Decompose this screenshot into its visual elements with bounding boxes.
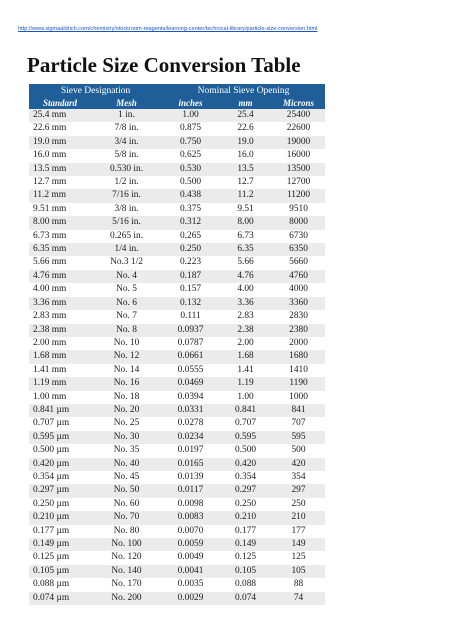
cell-mm: 16.0 bbox=[219, 149, 272, 162]
cell-mm: 0.841 bbox=[219, 404, 272, 417]
cell-mesh: No. 7 bbox=[91, 310, 162, 323]
cell-microns: 88 bbox=[272, 578, 325, 591]
cell-mesh: No. 5 bbox=[91, 283, 162, 296]
cell-microns: 595 bbox=[272, 431, 325, 444]
cell-mm: 0.088 bbox=[219, 578, 272, 591]
cell-inches: 0.0661 bbox=[162, 350, 219, 363]
cell-mm: 2.38 bbox=[219, 324, 272, 337]
cell-standard: 0.210 µm bbox=[29, 511, 91, 524]
table-row bbox=[29, 337, 325, 350]
cell-mesh: No. 60 bbox=[91, 498, 162, 511]
cell-mesh: No. 16 bbox=[91, 377, 162, 390]
cell-microns: 500 bbox=[272, 444, 325, 457]
table-row bbox=[29, 136, 325, 149]
table-row bbox=[29, 498, 325, 511]
cell-microns: 19000 bbox=[272, 136, 325, 149]
cell-standard: 0.088 µm bbox=[29, 578, 91, 591]
cell-inches: 0.0098 bbox=[162, 498, 219, 511]
cell-standard: 2.00 mm bbox=[29, 337, 91, 350]
cell-standard: 0.074 µm bbox=[29, 592, 91, 605]
table-row bbox=[29, 350, 325, 363]
cell-inches: 0.0165 bbox=[162, 458, 219, 471]
table-row bbox=[29, 149, 325, 162]
cell-inches: 0.438 bbox=[162, 189, 219, 202]
conversion-table-container bbox=[29, 84, 325, 605]
cell-microns: 354 bbox=[272, 471, 325, 484]
cell-microns: 4000 bbox=[272, 283, 325, 296]
cell-mm: 13.5 bbox=[219, 163, 272, 176]
table-row bbox=[29, 377, 325, 390]
cell-mesh: No. 12 bbox=[91, 350, 162, 363]
cell-mm: 25.4 bbox=[219, 109, 272, 122]
table-row bbox=[29, 431, 325, 444]
cell-microns: 3360 bbox=[272, 297, 325, 310]
cell-standard: 6.73 mm bbox=[29, 230, 91, 243]
cell-mm: 1.19 bbox=[219, 377, 272, 390]
cell-microns: 149 bbox=[272, 538, 325, 551]
cell-mesh: No. 6 bbox=[91, 297, 162, 310]
cell-microns: 125 bbox=[272, 551, 325, 564]
cell-standard: 0.125 µm bbox=[29, 551, 91, 564]
cell-inches: 0.0083 bbox=[162, 511, 219, 524]
cell-inches: 0.0049 bbox=[162, 551, 219, 564]
cell-mesh: No. 14 bbox=[91, 364, 162, 377]
cell-inches: 0.265 bbox=[162, 230, 219, 243]
cell-microns: 6730 bbox=[272, 230, 325, 243]
table-row bbox=[29, 391, 325, 404]
header-sieve-designation: Sieve Designation bbox=[29, 84, 162, 97]
cell-inches: 0.0041 bbox=[162, 565, 219, 578]
cell-mm: 1.41 bbox=[219, 364, 272, 377]
cell-microns: 25400 bbox=[272, 109, 325, 122]
cell-mesh: 7/16 in. bbox=[91, 189, 162, 202]
cell-inches: 0.0197 bbox=[162, 444, 219, 457]
cell-inches: 0.0029 bbox=[162, 592, 219, 605]
cell-standard: 0.595 µm bbox=[29, 431, 91, 444]
cell-standard: 1.00 mm bbox=[29, 391, 91, 404]
cell-microns: 9510 bbox=[272, 203, 325, 216]
cell-standard: 0.297 µm bbox=[29, 484, 91, 497]
cell-mesh: No. 8 bbox=[91, 324, 162, 337]
table-row bbox=[29, 525, 325, 538]
cell-mesh: No. 170 bbox=[91, 578, 162, 591]
cell-microns: 420 bbox=[272, 458, 325, 471]
table-row bbox=[29, 538, 325, 551]
table-row bbox=[29, 444, 325, 457]
cell-mesh: No. 140 bbox=[91, 565, 162, 578]
cell-inches: 0.132 bbox=[162, 297, 219, 310]
cell-mm: 9.51 bbox=[219, 203, 272, 216]
cell-microns: 105 bbox=[272, 565, 325, 578]
cell-mm: 0.210 bbox=[219, 511, 272, 524]
header-inches: inches bbox=[162, 97, 219, 109]
cell-microns: 74 bbox=[272, 592, 325, 605]
cell-mm: 0.707 bbox=[219, 417, 272, 430]
table-row bbox=[29, 256, 325, 269]
cell-mesh: 0.530 in. bbox=[91, 163, 162, 176]
cell-mesh: 1/4 in. bbox=[91, 243, 162, 256]
cell-mm: 0.354 bbox=[219, 471, 272, 484]
cell-mesh: 5/8 in. bbox=[91, 149, 162, 162]
cell-microns: 707 bbox=[272, 417, 325, 430]
header-column-row bbox=[29, 97, 325, 109]
table-row bbox=[29, 230, 325, 243]
table-row bbox=[29, 122, 325, 135]
table-row bbox=[29, 484, 325, 497]
cell-mm: 8.00 bbox=[219, 216, 272, 229]
page-title: Particle Size Conversion Table bbox=[27, 53, 301, 77]
particle-size-conversion-table bbox=[29, 84, 325, 605]
cell-standard: 1.41 mm bbox=[29, 364, 91, 377]
cell-standard: 2.83 mm bbox=[29, 310, 91, 323]
cell-inches: 0.0937 bbox=[162, 324, 219, 337]
table-row bbox=[29, 324, 325, 337]
table-body bbox=[29, 109, 325, 605]
cell-inches: 0.0139 bbox=[162, 471, 219, 484]
cell-inches: 0.0469 bbox=[162, 377, 219, 390]
table-header bbox=[29, 84, 325, 109]
cell-inches: 0.0331 bbox=[162, 404, 219, 417]
cell-mm: 1.68 bbox=[219, 350, 272, 363]
cell-inches: 0.250 bbox=[162, 243, 219, 256]
header-mesh: Mesh bbox=[91, 97, 162, 109]
cell-inches: 0.312 bbox=[162, 216, 219, 229]
cell-microns: 2000 bbox=[272, 337, 325, 350]
header-nominal-sieve-opening: Nominal Sieve Opening bbox=[162, 84, 325, 97]
cell-mesh: No. 30 bbox=[91, 431, 162, 444]
cell-inches: 0.500 bbox=[162, 176, 219, 189]
cell-microns: 8000 bbox=[272, 216, 325, 229]
table-row bbox=[29, 511, 325, 524]
cell-standard: 2.38 mm bbox=[29, 324, 91, 337]
table-row bbox=[29, 471, 325, 484]
cell-mesh: No. 10 bbox=[91, 337, 162, 350]
cell-inches: 0.0059 bbox=[162, 538, 219, 551]
cell-inches: 0.0117 bbox=[162, 484, 219, 497]
table-row bbox=[29, 203, 325, 216]
cell-standard: 16.0 mm bbox=[29, 149, 91, 162]
table-row bbox=[29, 189, 325, 202]
cell-mesh: No. 50 bbox=[91, 484, 162, 497]
cell-microns: 1680 bbox=[272, 350, 325, 363]
cell-mm: 0.250 bbox=[219, 498, 272, 511]
table-row bbox=[29, 458, 325, 471]
cell-standard: 0.105 µm bbox=[29, 565, 91, 578]
cell-microns: 13500 bbox=[272, 163, 325, 176]
cell-mm: 0.125 bbox=[219, 551, 272, 564]
cell-mm: 19.0 bbox=[219, 136, 272, 149]
cell-mm: 3.36 bbox=[219, 297, 272, 310]
cell-inches: 0.0787 bbox=[162, 337, 219, 350]
cell-microns: 11200 bbox=[272, 189, 325, 202]
header-mm: mm bbox=[219, 97, 272, 109]
cell-standard: 12.7 mm bbox=[29, 176, 91, 189]
cell-mm: 0.297 bbox=[219, 484, 272, 497]
table-row bbox=[29, 297, 325, 310]
cell-standard: 0.841 µm bbox=[29, 404, 91, 417]
cell-standard: 0.707 µm bbox=[29, 417, 91, 430]
cell-standard: 11.2 mm bbox=[29, 189, 91, 202]
cell-mesh: No. 120 bbox=[91, 551, 162, 564]
cell-mm: 0.500 bbox=[219, 444, 272, 457]
cell-microns: 12700 bbox=[272, 176, 325, 189]
cell-microns: 177 bbox=[272, 525, 325, 538]
cell-microns: 1190 bbox=[272, 377, 325, 390]
cell-microns: 250 bbox=[272, 498, 325, 511]
cell-inches: 0.0234 bbox=[162, 431, 219, 444]
cell-inches: 0.111 bbox=[162, 310, 219, 323]
cell-inches: 0.0555 bbox=[162, 364, 219, 377]
cell-standard: 19.0 mm bbox=[29, 136, 91, 149]
table-row bbox=[29, 417, 325, 430]
cell-mesh: No. 70 bbox=[91, 511, 162, 524]
cell-inches: 0.0070 bbox=[162, 525, 219, 538]
header-microns: Microns bbox=[272, 97, 325, 109]
cell-mesh: 3/4 in. bbox=[91, 136, 162, 149]
cell-inches: 0.875 bbox=[162, 122, 219, 135]
cell-microns: 4760 bbox=[272, 270, 325, 283]
cell-mm: 2.83 bbox=[219, 310, 272, 323]
cell-inches: 0.187 bbox=[162, 270, 219, 283]
cell-standard: 1.68 mm bbox=[29, 350, 91, 363]
cell-mesh: No. 45 bbox=[91, 471, 162, 484]
cell-standard: 22.6 mm bbox=[29, 122, 91, 135]
cell-inches: 1.00 bbox=[162, 109, 219, 122]
cell-inches: 0.625 bbox=[162, 149, 219, 162]
cell-mm: 2.00 bbox=[219, 337, 272, 350]
cell-mesh: No. 20 bbox=[91, 404, 162, 417]
cell-microns: 841 bbox=[272, 404, 325, 417]
header-group-row bbox=[29, 84, 325, 97]
cell-mm: 4.00 bbox=[219, 283, 272, 296]
cell-mesh: 0.265 in. bbox=[91, 230, 162, 243]
cell-mm: 0.105 bbox=[219, 565, 272, 578]
cell-mm: 1.00 bbox=[219, 391, 272, 404]
table-row bbox=[29, 109, 325, 122]
cell-mesh: No. 100 bbox=[91, 538, 162, 551]
cell-standard: 0.354 µm bbox=[29, 471, 91, 484]
cell-microns: 5660 bbox=[272, 256, 325, 269]
cell-mm: 11.2 bbox=[219, 189, 272, 202]
cell-mesh: No. 25 bbox=[91, 417, 162, 430]
cell-microns: 1000 bbox=[272, 391, 325, 404]
table-row bbox=[29, 270, 325, 283]
table-row bbox=[29, 592, 325, 605]
cell-mesh: No. 4 bbox=[91, 270, 162, 283]
cell-mesh: No.3 1/2 bbox=[91, 256, 162, 269]
cell-standard: 0.420 µm bbox=[29, 458, 91, 471]
cell-mesh: 3/8 in. bbox=[91, 203, 162, 216]
cell-mm: 0.149 bbox=[219, 538, 272, 551]
cell-inches: 0.157 bbox=[162, 283, 219, 296]
cell-microns: 2380 bbox=[272, 324, 325, 337]
cell-standard: 5.66 mm bbox=[29, 256, 91, 269]
cell-standard: 0.149 µm bbox=[29, 538, 91, 551]
cell-standard: 3.36 mm bbox=[29, 297, 91, 310]
table-row bbox=[29, 283, 325, 296]
cell-mesh: No. 40 bbox=[91, 458, 162, 471]
cell-inches: 0.750 bbox=[162, 136, 219, 149]
cell-mm: 22.6 bbox=[219, 122, 272, 135]
table-row bbox=[29, 551, 325, 564]
cell-standard: 1.19 mm bbox=[29, 377, 91, 390]
cell-microns: 297 bbox=[272, 484, 325, 497]
cell-mesh: No. 35 bbox=[91, 444, 162, 457]
cell-mm: 0.074 bbox=[219, 592, 272, 605]
cell-mesh: 1 in. bbox=[91, 109, 162, 122]
cell-mm: 0.420 bbox=[219, 458, 272, 471]
cell-microns: 210 bbox=[272, 511, 325, 524]
cell-inches: 0.223 bbox=[162, 256, 219, 269]
table-row bbox=[29, 310, 325, 323]
cell-inches: 0.530 bbox=[162, 163, 219, 176]
cell-standard: 25.4 mm bbox=[29, 109, 91, 122]
cell-mesh: No. 200 bbox=[91, 592, 162, 605]
cell-standard: 0.250 µm bbox=[29, 498, 91, 511]
cell-mesh: 1/2 in. bbox=[91, 176, 162, 189]
table-row bbox=[29, 364, 325, 377]
cell-standard: 13.5 mm bbox=[29, 163, 91, 176]
cell-mm: 0.595 bbox=[219, 431, 272, 444]
cell-standard: 9.51 mm bbox=[29, 203, 91, 216]
cell-inches: 0.0394 bbox=[162, 391, 219, 404]
header-standard: Standard bbox=[29, 97, 91, 109]
table-row bbox=[29, 163, 325, 176]
cell-standard: 6.35 mm bbox=[29, 243, 91, 256]
cell-inches: 0.375 bbox=[162, 203, 219, 216]
cell-standard: 0.500 µm bbox=[29, 444, 91, 457]
cell-microns: 1410 bbox=[272, 364, 325, 377]
cell-mesh: No. 80 bbox=[91, 525, 162, 538]
cell-mm: 12.7 bbox=[219, 176, 272, 189]
table-row bbox=[29, 565, 325, 578]
table-row bbox=[29, 404, 325, 417]
cell-inches: 0.0278 bbox=[162, 417, 219, 430]
cell-microns: 2830 bbox=[272, 310, 325, 323]
table-row bbox=[29, 176, 325, 189]
cell-mesh: 5/16 in. bbox=[91, 216, 162, 229]
cell-mesh: No. 18 bbox=[91, 391, 162, 404]
cell-standard: 0.177 µm bbox=[29, 525, 91, 538]
cell-mesh: 7/8 in. bbox=[91, 122, 162, 135]
cell-standard: 4.00 mm bbox=[29, 283, 91, 296]
table-row bbox=[29, 216, 325, 229]
cell-standard: 4.76 mm bbox=[29, 270, 91, 283]
source-url-link[interactable]: http://www.sigmaaldrich.com/chemistry/stockroom-reagents/learning-center/technical-library/particle-size-conversion.html bbox=[18, 26, 318, 32]
cell-microns: 16000 bbox=[272, 149, 325, 162]
cell-microns: 6350 bbox=[272, 243, 325, 256]
cell-microns: 22600 bbox=[272, 122, 325, 135]
cell-mm: 5.66 bbox=[219, 256, 272, 269]
cell-mm: 6.73 bbox=[219, 230, 272, 243]
cell-mm: 0.177 bbox=[219, 525, 272, 538]
table-row bbox=[29, 243, 325, 256]
cell-mm: 4.76 bbox=[219, 270, 272, 283]
cell-standard: 8.00 mm bbox=[29, 216, 91, 229]
cell-mm: 6.35 bbox=[219, 243, 272, 256]
cell-inches: 0.0035 bbox=[162, 578, 219, 591]
table-row bbox=[29, 578, 325, 591]
